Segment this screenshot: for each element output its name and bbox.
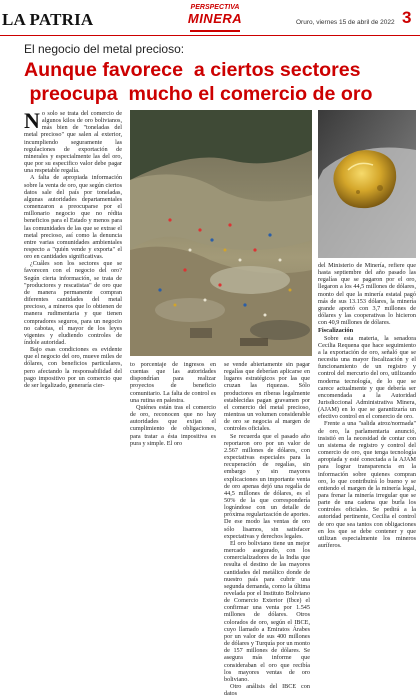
paragraph: Quiénes están tras el comercio de oro, reconocen que no hay autoridades que exijan el cumplimiento de obligaciones, para tratar a ésta impositiva es pura y simple. El oro	[130, 403, 216, 447]
article-column-2	[130, 361, 216, 447]
mining-site-image	[130, 110, 312, 356]
gold-nugget-photo	[318, 110, 416, 258]
page-number: 3	[402, 8, 412, 27]
paragraph-text: o solo se trata del comercio de algunos kilos de oro bolivianos, más bien de "toneladas del metal precioso" que salen al exterior, incumpliendo seguramente las regulaciones de exportación de minerales y especialmente las del oro, que por su especifico valor debe pagar una respetable regalía.	[24, 110, 122, 175]
article-column-1	[24, 110, 122, 389]
subheading: Fiscalización	[318, 327, 354, 335]
drop-cap: N	[24, 108, 40, 133]
section-logo	[186, 4, 244, 32]
paragraph: Se recuerda que el pasado año reportaron oro por un valor de 2.567 millones de dólares, con expectativas especiales para la recuperación de regalías, sin embargo y sin mayores explicaciones un importante venta de oro apenas dejó una regalía de 44,5 millones de dólares, es el 50% de la que correspondería lográndose con un detalle de próxima regularización de aportes. De ese modo las ventas de oro sólo lisamos, sin satisfacer expectativas y derechos legales.	[224, 432, 310, 540]
article-column-3	[224, 361, 310, 697]
paragraph	[24, 110, 122, 174]
newspaper-brand: LA PATRIA	[2, 10, 94, 29]
gold-nugget-image	[318, 110, 416, 258]
masthead	[0, 0, 420, 36]
mining-site-photo	[130, 110, 312, 356]
paragraph: Sobre esta materia, la senadora Cecilia Requena que hace seguimiento a la exportación de oro, señaló que se necesita una mayor fiscalización y el funcionamiento de un registro y control del mercurio del oro, utilizando moderna tecnología, de lo que se carece actualmente y que debería ser encomendada a la Autoridad Jurisdiccional Administrativa Minera, (AJAM) en lo que se garantizaría un efectivo control en el comercio de oro.	[318, 334, 416, 421]
article-headline: Aunque favorece a ciertos sectores preocupa mucho el comercio de oro	[24, 59, 373, 105]
article-column-4	[318, 262, 416, 549]
paragraph: Bajo esas condiciones es evidente que el negocio del oro, mueve miles de dólares, con beneficios particulares, pero afectando la responsabilidad del pago impositivo por un comercio que de ser legalizado, generaría cier-	[24, 346, 122, 389]
paragraph: Otro análisis del IBCE con datos	[224, 683, 310, 697]
paragraph: to porcentaje de ingresos en cuentas que las autoridades dispondrían para realizar proyectos de beneficio comunitario. La falta de control es una rutina en palestra.	[130, 361, 216, 404]
paragraph: Frente a una "salida atroz/normada" de oro, la parlamentaria anunció, insistió en la necesidad de contar con un sistema de registro y control del comercio de oro, que tenga tecnología apropiada y esté conectada a la AJAM para lograr transparencia en la información sobre quienes compran oro, lo que contribuirá lo bueno y se entiendo el margen de la minería legal, para frenar la minería irregular que se parte de una cadena que burla los controles oficiales. Se pedirá a la autoridad pertinente, Cecilia el control de oro que sea tantos con obligaciones en los que se debe contener y que utilizan especialmente los mineros auríferos.	[318, 420, 416, 550]
paragraph: se vende abiertamente sin pagar regalías que deberían aplicarse en lugares estratégicos por las que cruzan las riquezas. Sólo productores en riberas legalmente establecidas pagan gravamen por el comercio del metal precioso, mientras un volumen considerable de oro se negocia al margen de controles oficiales.	[224, 361, 310, 433]
paragraph: El oro boliviano tiene un mejor mercado asegurado, con los comercializadores de la India que resulta el destino de las mayores cantidades del metálico donde de nuestro país para cubrir una segunda demanda, como la última revelada por el Instituto Boliviano de Comercio Exterior (Ibce) el confirmar una venta por 1.545 millones de dólares. Otros colorados de oro, según el IBCE, cuyo llamado a Emiratos Árabes por un valor de sus 400 millones de dólares y Turquía por un monto de 157 millones de dólares. Se asegura más informe que consideraban el oro que recibía los mayores ventas de oro boliviano.	[224, 539, 310, 683]
dateline: Oruro, viernes 15 de abril de 2022	[296, 19, 395, 26]
article-kicker: El negocio del metal precioso:	[24, 42, 185, 56]
paragraph: A falta de apropiada información sobre la venta de oro, que según ciertos datos sale del país por toneladas, algunas autoridades departamentales comenzaron a preocuparse por el millonario negocio que no rédita beneficios para el Estado y menos para las comunidades de las que se extrae el metal precioso, así como la denuncia entre varias comunidades ambientales respecto a "quién vende y exporta" el oro en cantidades significativas.	[24, 174, 122, 261]
paragraph: ¿Cuáles son los sectores que se favorecen con el negocio del oro? Según cierta información, se trata de "productores y rescatistas" de oro que de manera permanente compran diferentes cantidades del metal precioso, a mineros que lo obtienen de manera rudimentaria y que tienen compradores seguros, para un negocio no cabotas, el mayor de los leyes vigentes y eludiendo controles de índole autoridad.	[24, 260, 122, 346]
section-logo-super: PERSPECTIVA	[190, 4, 240, 11]
section-logo-main: MINERA	[187, 11, 243, 26]
section-logo-bar	[190, 30, 240, 32]
paragraph: del Ministerio de Minería, refiere que hasta septiembre del año pasado las regalías que se pagaron por el oro, llegaron a los 44,5 millones de dólares, monto del que la minería estatal pagó más de sus 13.153 dólares, la minería grande aportó con 3,7 millones de dólares y las cooperativas lo hicieron con 40,9 millones de dólares.	[318, 262, 416, 327]
